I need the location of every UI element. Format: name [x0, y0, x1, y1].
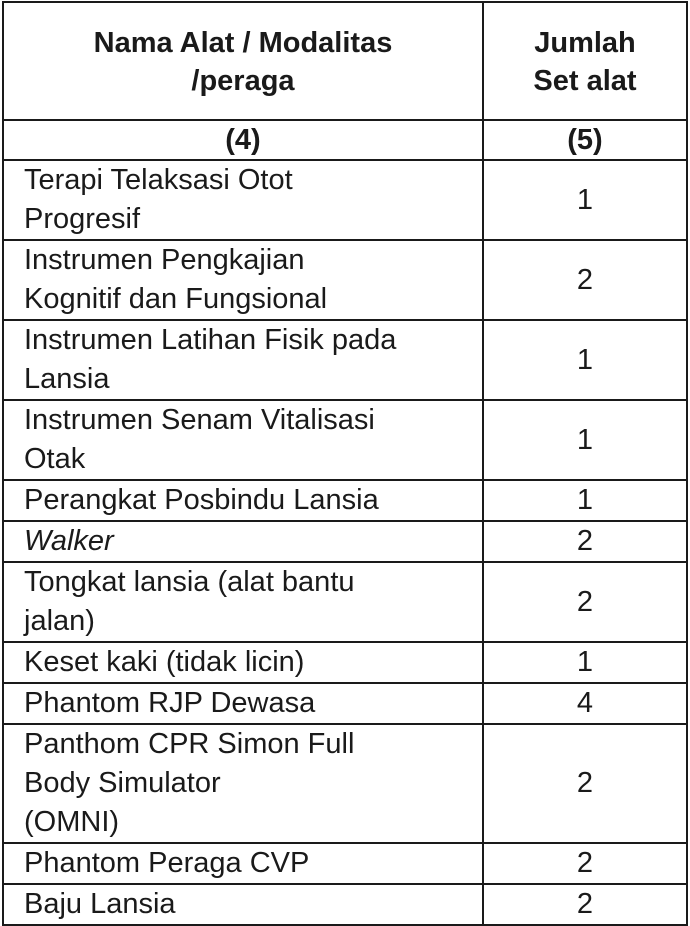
header-name: Nama Alat / Modalitas /peraga [3, 2, 483, 120]
row-name: Instrumen Pengkajian Kognitif dan Fungsional [3, 240, 483, 320]
table-row [3, 400, 687, 480]
header-count: Jumlah Set alat [483, 2, 687, 120]
row-count: 1 [483, 642, 687, 683]
row-count: 2 [483, 843, 687, 884]
row-name: Phantom Peraga CVP [3, 843, 483, 884]
table-row [3, 320, 687, 400]
table-row [3, 240, 687, 320]
row-count: 4 [483, 683, 687, 724]
table-row [3, 642, 687, 683]
column-number-row [3, 120, 687, 160]
table-row [3, 562, 687, 642]
row-name: Keset kaki (tidak licin) [3, 642, 483, 683]
table-row [3, 480, 687, 521]
row-name: Instrumen Latihan Fisik pada Lansia [3, 320, 483, 400]
table-row [3, 683, 687, 724]
row-count: 1 [483, 480, 687, 521]
table-row [3, 884, 687, 925]
row-count: 1 [483, 160, 687, 240]
column-number-name: (4) [3, 120, 483, 160]
row-count: 2 [483, 884, 687, 925]
row-name: Tongkat lansia (alat bantu jalan) [3, 562, 483, 642]
header-row [3, 2, 687, 120]
row-count: 1 [483, 320, 687, 400]
row-name: Perangkat Posbindu Lansia [3, 480, 483, 521]
table-row [3, 160, 687, 240]
row-name: Instrumen Senam Vitalisasi Otak [3, 400, 483, 480]
row-name: Panthom CPR Simon Full Body Simulator (OMNI) [3, 724, 483, 843]
row-count: 2 [483, 724, 687, 843]
equipment-table [2, 1, 688, 926]
row-count: 2 [483, 562, 687, 642]
table-row [3, 521, 687, 562]
row-name: Phantom RJP Dewasa [3, 683, 483, 724]
column-number-count: (5) [483, 120, 687, 160]
row-count: 1 [483, 400, 687, 480]
table-body [3, 160, 687, 925]
row-name: Terapi Telaksasi Otot Progresif [3, 160, 483, 240]
table-row [3, 843, 687, 884]
row-count: 2 [483, 240, 687, 320]
row-name: Walker [3, 521, 483, 562]
table-row [3, 724, 687, 843]
row-name: Baju Lansia [3, 884, 483, 925]
row-count: 2 [483, 521, 687, 562]
